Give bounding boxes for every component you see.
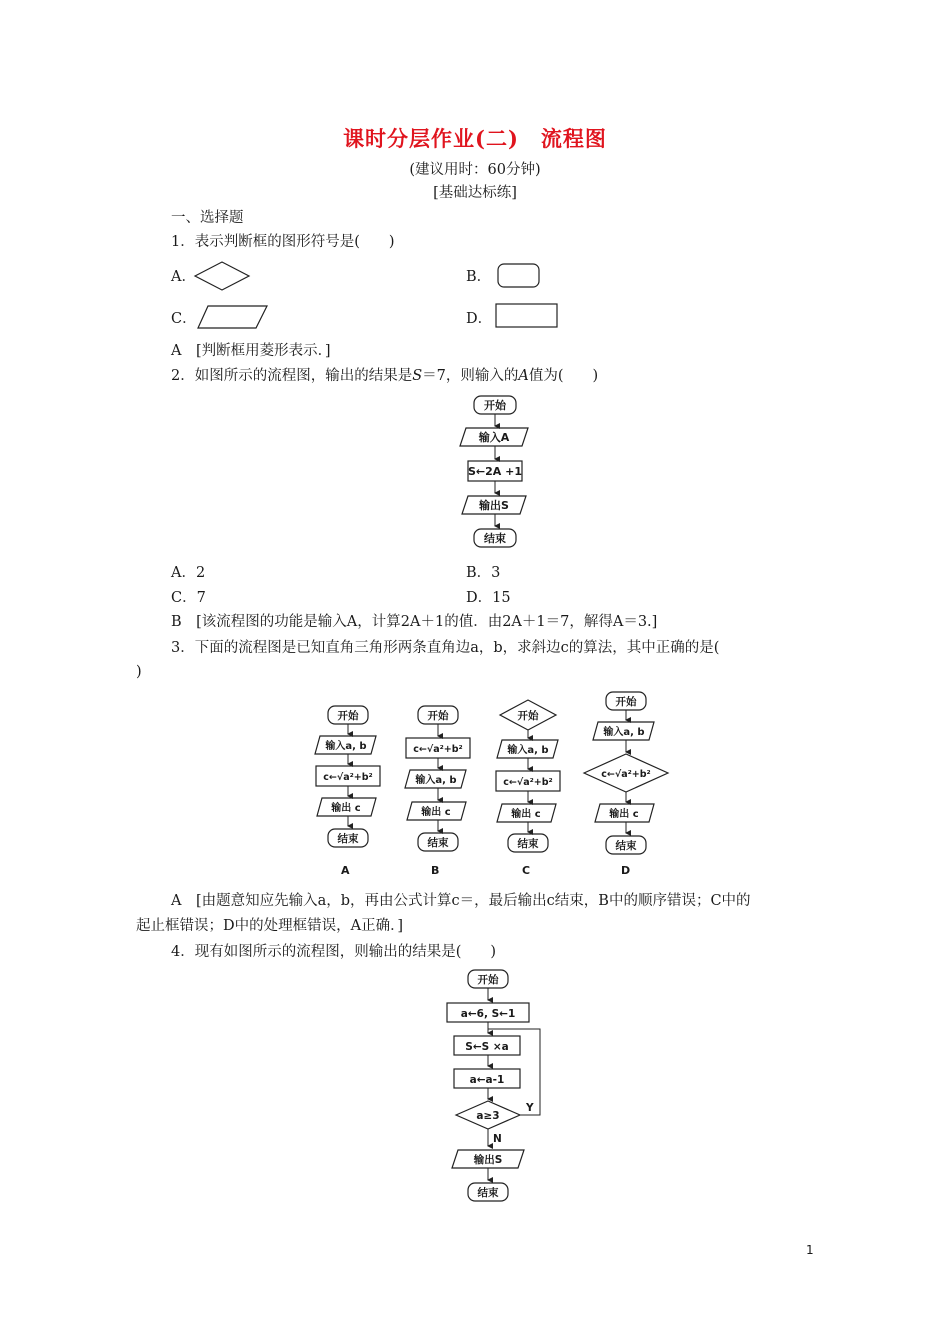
question-3-answer-line-1: A [由题意知应先输入a，b，再由公式计算c＝，最后输出c结束，B中的顺序错误；C中的 (171, 893, 751, 909)
svg-text:结束: 结束 (517, 838, 539, 850)
q3-flowchart-d (580, 688, 672, 860)
q4-flowchart (440, 966, 550, 1206)
svg-text:开始: 开始 (427, 710, 449, 722)
question-2-stem: 2．如图所示的流程图，输出的结果是S＝7，则输入的A值为( ) (171, 368, 599, 384)
svg-text:c←√a²+b²: c←√a²+b² (503, 777, 553, 788)
figure-caption-a: A (341, 864, 350, 877)
svg-text:结束: 结束 (427, 837, 449, 849)
q1-option-c-label: C． (171, 311, 197, 327)
diamond-symbol (192, 259, 252, 293)
svg-text:结束: 结束 (484, 532, 506, 545)
svg-text:输出 c: 输出 c (511, 809, 541, 820)
q1-option-d-label: D． (466, 311, 493, 327)
svg-text:a←a-1: a←a-1 (469, 1074, 505, 1086)
svg-text:输入A: 输入A (478, 431, 510, 444)
svg-text:输出S: 输出S (473, 1154, 503, 1166)
svg-text:c←√a²+b²: c←√a²+b² (413, 744, 463, 755)
q3-flowchart-a (310, 702, 384, 854)
q3-flowchart-c (492, 697, 564, 859)
svg-text:c←√a²+b²: c←√a²+b² (323, 772, 373, 783)
question-2-answer: B [该流程图的功能是输入A，计算2A＋1的值．由2A＋1＝7，解得A＝3.] (171, 614, 658, 630)
svg-text:输入a, b: 输入a, b (325, 741, 367, 752)
q2-flowchart (450, 392, 540, 552)
question-3-stem: 3．下面的流程图是已知直角三角形两条直角边a，b，求斜边c的算法，其中正确的是( (171, 640, 720, 656)
figure-caption-c: C (522, 864, 531, 877)
q2-option-d: D．15 (466, 590, 511, 606)
question-3-answer-line-2: 起止框错误；D中的处理框错误，A正确．] (136, 918, 404, 934)
svg-text:开始: 开始 (517, 710, 539, 722)
svg-text:输出 c: 输出 c (331, 803, 361, 814)
svg-text:N: N (493, 1133, 502, 1145)
section-tag: [基础达标练] (433, 185, 517, 201)
figure-caption-d: D (621, 864, 631, 877)
q2-option-c: C．7 (171, 590, 206, 606)
figure-caption-b: B (431, 864, 440, 877)
page-subtitle: (建议用时：60分钟) (409, 162, 541, 178)
parallelogram-symbol (196, 303, 270, 331)
svg-text:输入a, b: 输入a, b (507, 745, 549, 756)
svg-text:输出 c: 输出 c (609, 809, 639, 820)
q1-option-a-label: A． (171, 269, 196, 285)
svg-text:开始: 开始 (337, 710, 359, 722)
q3-flowchart-b (400, 702, 474, 858)
question-1-answer: A [判断框用菱形表示．] (171, 343, 331, 359)
svg-text:开始: 开始 (477, 974, 499, 986)
svg-text:a←6, S←1: a←6, S←1 (460, 1008, 516, 1020)
svg-text:开始: 开始 (484, 399, 506, 412)
question-3-stem-tail: ) (136, 664, 142, 680)
rectangle-symbol (494, 302, 560, 330)
svg-text:Y: Y (526, 1102, 534, 1114)
section-heading: 一、选择题 (171, 210, 244, 226)
page-title: 课时分层作业(二) 流程图 (343, 126, 607, 151)
svg-text:结束: 结束 (477, 1187, 499, 1199)
svg-text:开始: 开始 (615, 696, 637, 708)
svg-text:a≥3: a≥3 (476, 1110, 500, 1122)
q2-option-a: A．2 (171, 565, 206, 581)
svg-text:输出 c: 输出 c (421, 807, 451, 818)
rounded-rectangle-symbol (496, 262, 542, 290)
q2-option-b: B．3 (466, 565, 501, 581)
question-4-stem: 4．现有如图所示的流程图，则输出的结果是( ) (171, 944, 497, 960)
q1-option-b-label: B． (466, 269, 492, 285)
svg-text:输出S: 输出S (479, 499, 509, 512)
svg-text:S←2A +1: S←2A +1 (467, 465, 523, 478)
page-number: 1 (806, 1243, 814, 1257)
svg-text:输入a, b: 输入a, b (603, 727, 645, 738)
question-1-stem: 1．表示判断框的图形符号是( ) (171, 234, 395, 250)
svg-text:输入a, b: 输入a, b (415, 775, 457, 786)
svg-text:S←S ×a: S←S ×a (465, 1041, 509, 1053)
svg-text:c←√a²+b²: c←√a²+b² (601, 769, 651, 780)
svg-text:结束: 结束 (615, 840, 637, 852)
svg-text:结束: 结束 (337, 833, 359, 845)
